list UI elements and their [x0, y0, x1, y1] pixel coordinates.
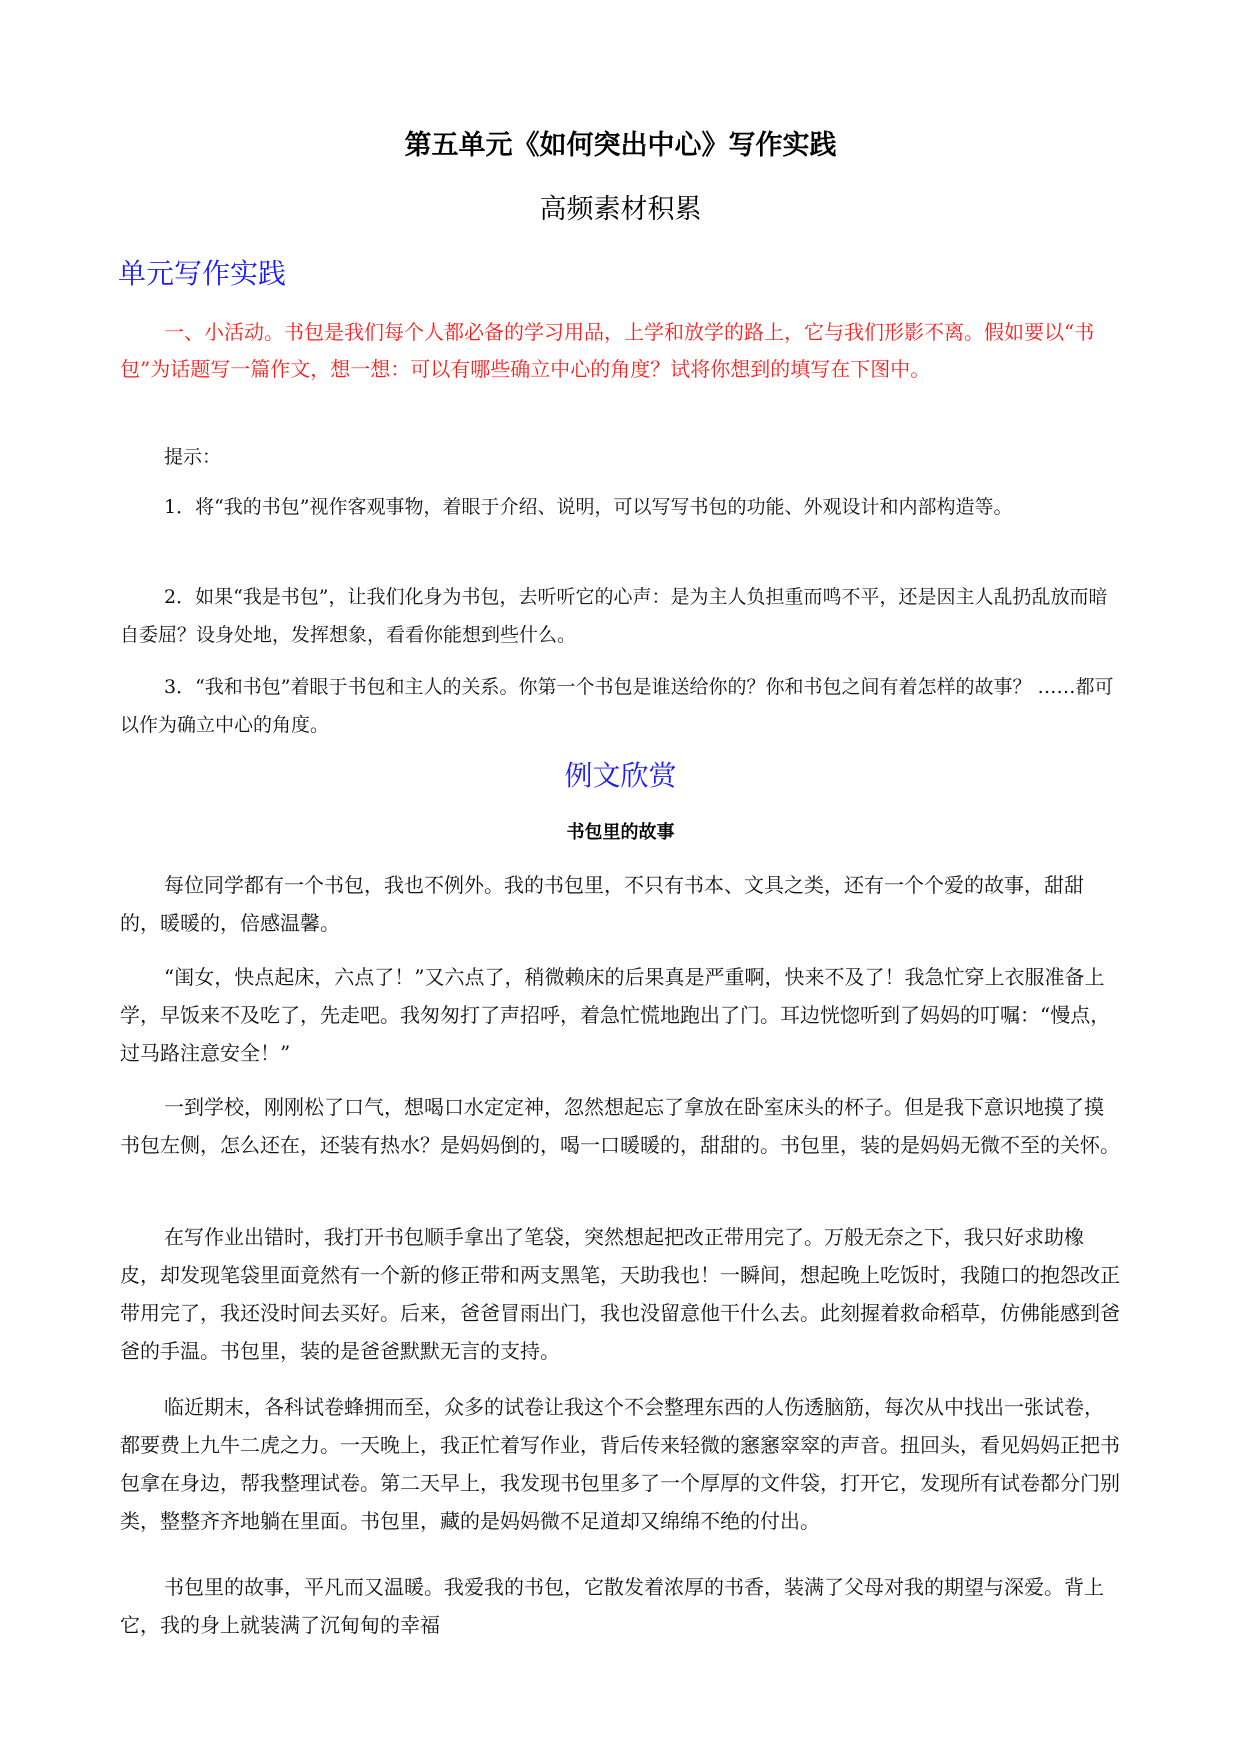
document-title: 第五单元《如何突出中心》写作实践 [404, 130, 837, 161]
hint-item: 1．将“我的书包”视作客观事物，着眼于介绍、说明，可以写写书包的功能、外观设计和内部构造等。 [164, 496, 1013, 518]
essay-title: 书包里的故事 [566, 822, 675, 843]
essay-paragraph: 每位同学都有一个书包，我也不例外。我的书包里，不只有书本、文具之类，还有一个个爱的故事，甜甜的，暖暖的，倍感温馨。 [120, 873, 1084, 935]
activity-prompt: 一、小活动。书包是我们每个人都必备的学习用品，上学和放学的路上，它与我们形影不离。假如要以“书包”为话题写一篇作文，想一想：可以有哪些确立中心的角度？试将你想到的填写在下图中。 [120, 320, 1095, 381]
essay-paragraph: 一到学校，刚刚松了口气，想喝口水定定神，忽然想起忘了拿放在卧室床头的杯子。但是我下意识地摸了摸书包左侧，怎么还在，还装有热水？是妈妈倒的，喝一口暖暖的，甜甜的。书包里，装的是妈妈无微不至的关怀。 [120, 1095, 1120, 1157]
section-heading-practice: 单元写作实践 [118, 257, 287, 290]
hint-item: 3．“我和书包”着眼于书包和主人的关系。你第一个书包是谁送给你的？你和书包之间有着怎样的故事？ ……都可以作为确立中心的角度。 [120, 676, 1114, 736]
essay-paragraph: “闺女，快点起床，六点了！”又六点了，稍微赖床的后果真是严重啊，快来不及了！我急忙穿上衣服准备上学，早饭来不及吃了，先走吧。我匆匆打了声招呼，着急忙慌地跑出了门。耳边恍惚听到了妈妈的叮嘱：“慢点，过马路注意安全！” [120, 965, 1111, 1065]
essay-paragraph: 书包里的故事，平凡而又温暖。我爱我的书包，它散发着浓厚的书香，装满了父母对我的期望与深爱。背上它，我的身上就装满了沉甸甸的幸福 [120, 1575, 1104, 1637]
essay-paragraph: 临近期末，各科试卷蜂拥而至，众多的试卷让我这个不会整理东西的人伤透脑筋，每次从中找出一张试卷，都要费上九牛二虎之力。一天晚上，我正忙着写作业，背后传来轻微的窸窸窣窣的声音。扭回头，看见妈妈正把书包拿在身边，帮我整理试卷。第二天早上，我发现书包里多了一个厚厚的文件袋，打开它，发现所有试卷都分门别类，整整齐齐地躺在里面。书包里，藏的是妈妈微不足道却又绵绵不绝的付出。 [120, 1395, 1120, 1533]
document-subtitle: 高频素材积累 [539, 194, 702, 225]
hint-item: 2．如果“我是书包”，让我们化身为书包，去听听它的心声：是为主人负担重而鸣不平，还是因主人乱扔乱放而暗自委屈？设身处地，发挥想象，看看你能想到些什么。 [120, 586, 1108, 646]
section-heading-example: 例文欣赏 [564, 759, 677, 792]
essay-paragraph: 在写作业出错时，我打开书包顺手拿出了笔袋，突然想起把改正带用完了。万般无奈之下，我只好求助橡皮，却发现笔袋里面竟然有一个新的修正带和两支黑笔，天助我也！一瞬间，想起晚上吃饭时，我随口的抱怨改正带用完了，我还没时间去买好。后来，爸爸冒雨出门，我也没留意他干什么去。此刻握着救命稻草，仿佛能感到爸爸的手温。书包里，装的是爸爸默默无言的支持。 [120, 1225, 1120, 1363]
hint-label: 提示： [164, 446, 222, 468]
